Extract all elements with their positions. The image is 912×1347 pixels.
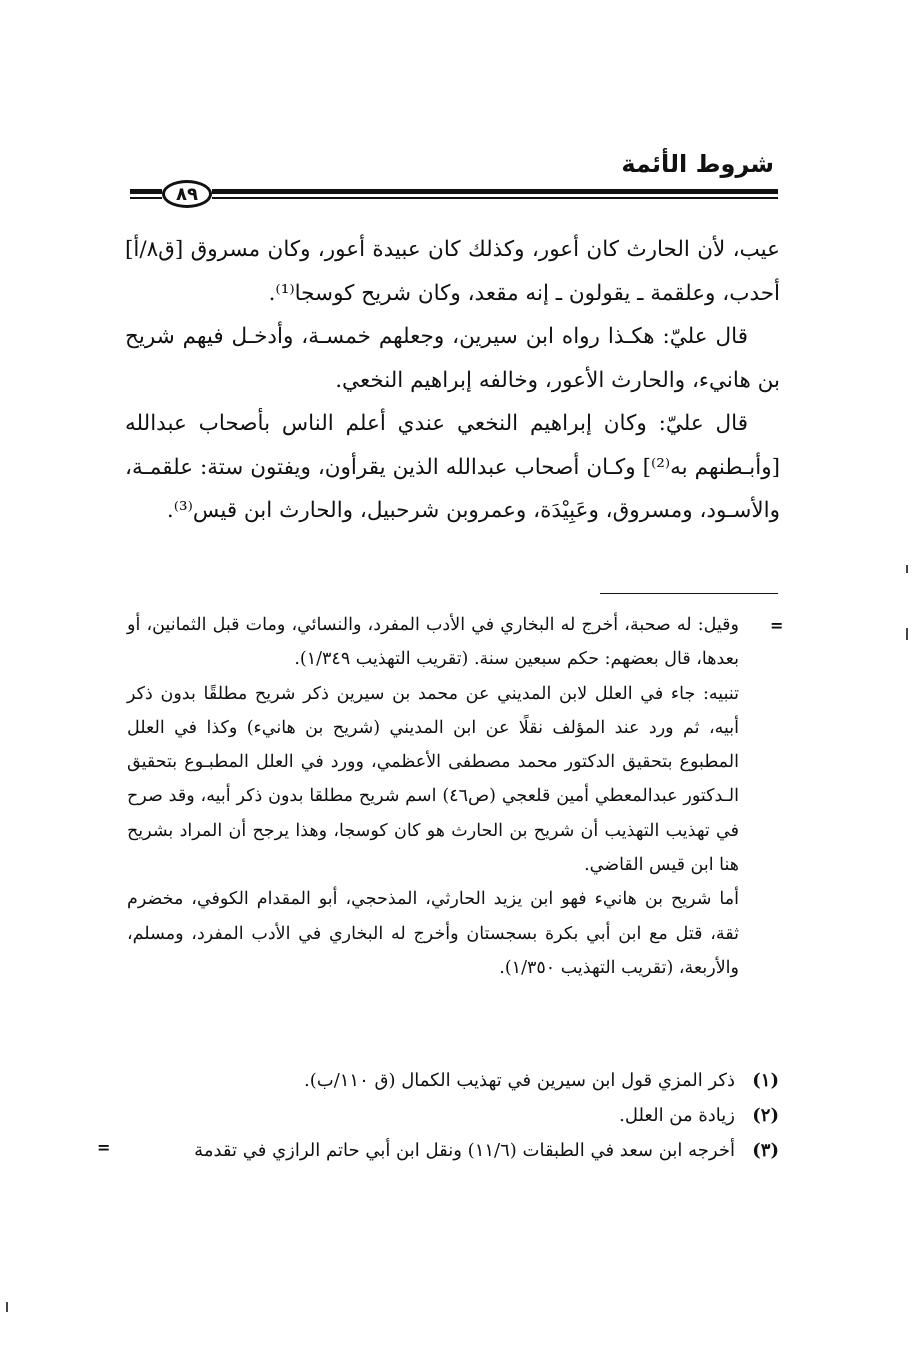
footnote-item [127,1133,779,1168]
header-rule-left-thick [130,189,162,194]
footnote-number: (١) [752,1070,779,1091]
footnote-separator [600,593,778,594]
note-block: وقيل: له صحبة، أخرج له البخاري في الأدب المفرد، والنسائي، ومات قبل الثمانين، أو بعدها، قال بعضهم: حكم سبعين سنة. (تقريب التهذيب ١/٣٤٩). [127,615,739,670]
main-paragraph: قال عليّ: هكـذا رواه ابن سيرين، وجعلهم خمسـة، وأدخـل فيهم شريح بن هانيء، والحارث الأعور، وخالفه إبراهيم النخعي. [125,324,780,393]
footnote-number: (٢) [752,1105,779,1126]
main-paragraph: قال عليّ: وكان إبراهيم النخعي عندي أعلم الناس بأصحاب عبدالله [وأبـطنهم به⁽²⁾] وكـان أصحاب عبدالله الذين يقرأون، ويفتون ستة: علقمـة، والأسـود، ومسروق، وعَبِيْدَة، وعمروبن شرحبيل، والحارث ابن قيس⁽³⁾. [125,411,781,523]
page-number: ٨٩ [162,180,212,208]
note-block: أما شريح بن هانيء فهو ابن يزيد الحارثي، المذحجي، أبو المقدام الكوفي، مخضرم ثقة، قتل مع ابن أبي بكرة بسجستان وأخرج له البخاري في الأدب المفرد، ومسلم، والأربعة، (تقريب التهذيب ١/٣٥٠). [127,889,739,978]
header-rule-left-thin [130,197,162,199]
main-paragraph: عيب، لأن الحارث كان أعور، وكذلك كان عبيدة أعور، وكان مسروق [ق٨/أ] أحدب، وعلقمة ـ يقولون ـ إنه مقعد، وكان شريح كوسجا⁽¹⁾. [125,237,780,306]
main-text [125,228,780,533]
note-block: تنبيه: جاء في العلل لابن المديني عن محمد بن سيرين ذكر شريح مطلقًا بدون ذكر أبيه، ثم ورد عند المؤلف نقلًا عن ابن المديني (شريح بن هانيء) وكذا في العلل المطبوع بتحقيق الدكتور محمد مصطفى الأعظمي، وورد في العلل المطبـوع بتحقيق الـدكتور عبدالمعطي أمين قلعجي (ص٤٦) اسم شريح مطلقا بدون ذكر أبيه، وقد صرح في تهذيب التهذيب أن شريح بن الحارث هو كان كوسجا، وهذا يرجح أن المراد بشريح هنا ابن قيس القاضي. [127,683,739,876]
continuation-mark: = [770,616,784,635]
footnote-text: زيادة من العلل. [619,1105,735,1126]
footnote-list [127,1063,779,1168]
continued-notes [127,608,739,985]
header-rule [130,180,778,210]
running-title: شروط الأئمة [621,150,774,178]
footnote-item [127,1063,779,1098]
footnote-item [127,1098,779,1133]
scan-edge-mark [906,565,908,573]
footnote-text: ذكر المزي قول ابن سيرين في تهذيب الكمال (ق ١١٠/ب). [304,1070,735,1091]
scan-edge-mark [906,628,908,640]
header-rule-thin [212,197,778,199]
scan-edge-mark [6,1302,8,1312]
footnote-text: أخرجه ابن سعد في الطبقات (١١/٦) ونقل ابن أبي حاتم الرازي في تقدمة [194,1140,735,1161]
header-rule-thick [212,189,778,194]
footnote-continues-mark: = [97,1138,111,1157]
footnote-number: (٣) [752,1140,779,1161]
